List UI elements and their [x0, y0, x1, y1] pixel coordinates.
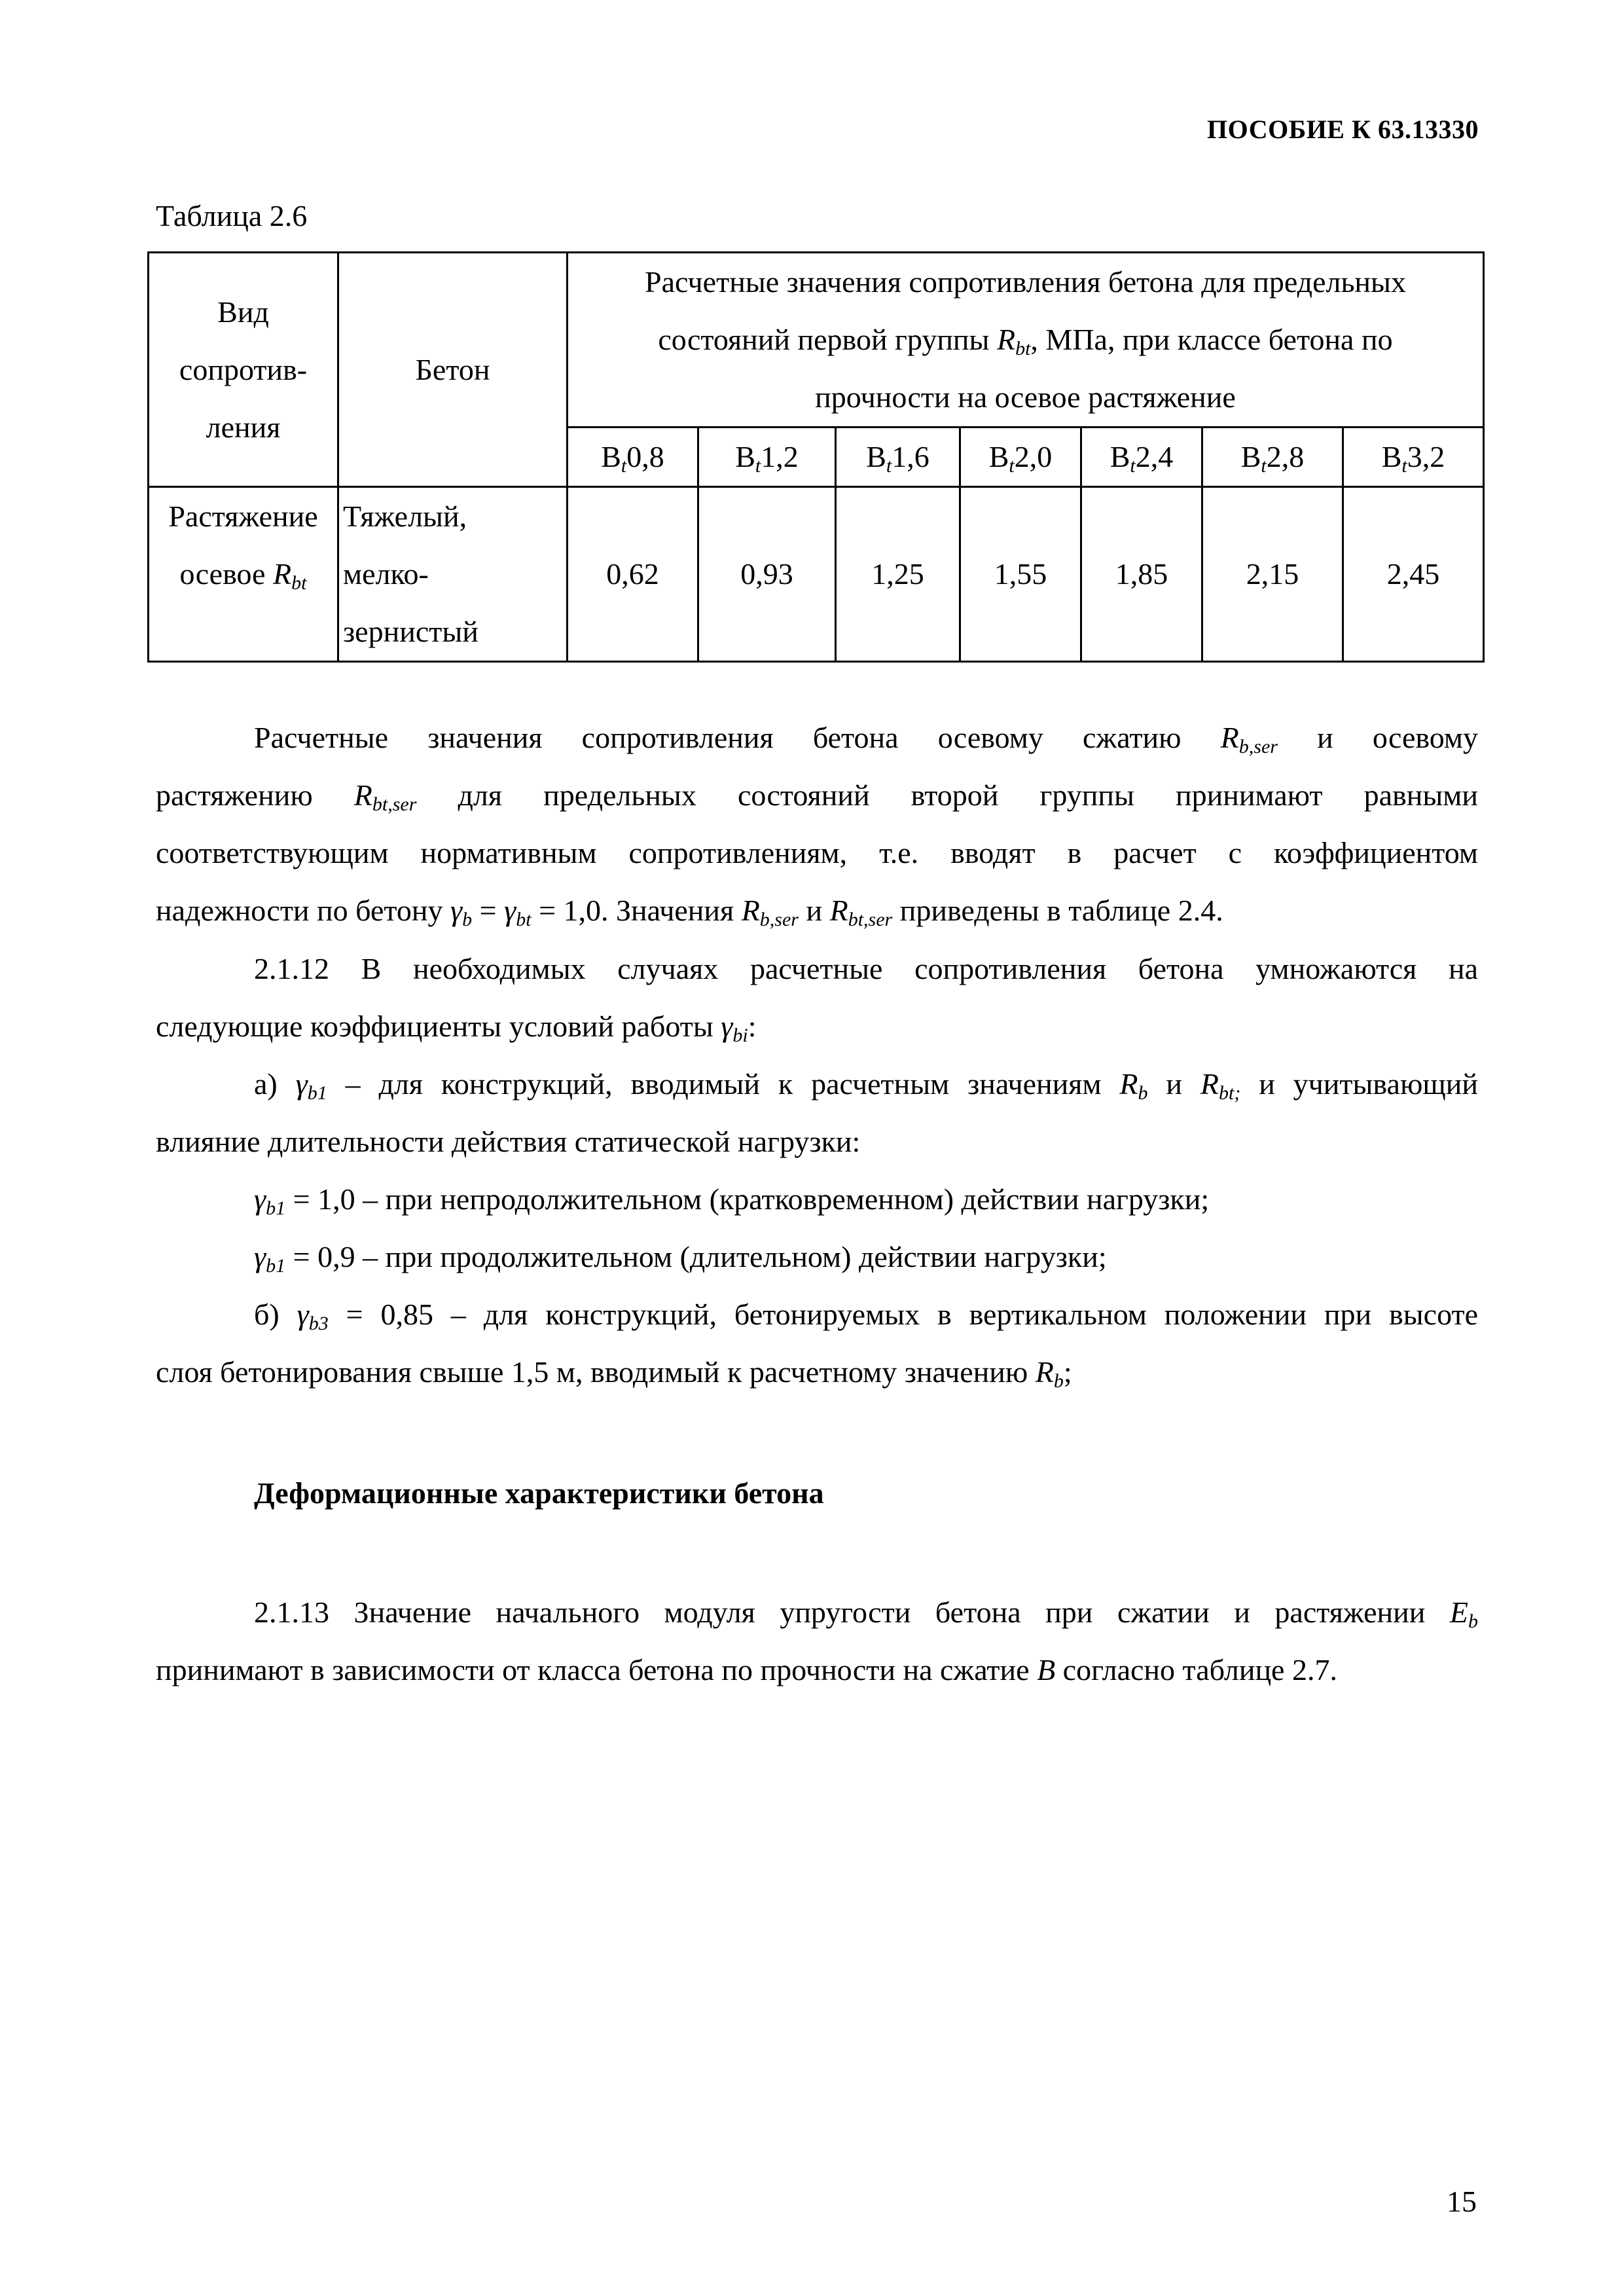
- page-number: 15: [1447, 2185, 1477, 2218]
- value-cell: 0,93: [698, 487, 836, 662]
- row-type-cell: Растяжение осевое $R_{bt}$: [149, 487, 338, 662]
- class-cell: $B_t1,6$: [836, 428, 960, 487]
- class-cell: $B_t2,4$: [1081, 428, 1202, 487]
- value-cell: 1,25: [836, 487, 960, 662]
- value-cell: 1,55: [960, 487, 1081, 662]
- document-header: ПОСОБИЕ К 63.13330: [1207, 115, 1479, 144]
- col-type-header: Вид сопротив- ления: [149, 253, 338, 487]
- paragraph-2-1-13: 2.1.13 Значение начального модуля упругости бетона при сжатии и растяжении $E_b$ принимают в зависимости от класса бетона по прочности на сжатие B согласно таблице 2.7.: [156, 1595, 1478, 1686]
- class-cell: $B_t3,2$: [1343, 428, 1484, 487]
- col-concrete-header: Бетон: [338, 253, 568, 487]
- value-cell: 1,85: [1081, 487, 1202, 662]
- paragraph-2-1-12: 2.1.12 В необходимых случаях расчетные сопротивления бетона умножаются на следующие коэффициенты условий работы $\gamma_{bi}$:: [156, 952, 1478, 1046]
- paragraph-design-values: Расчетные значения сопротивления бетона осевому сжатию $R_{b,ser}$ и осевому растяжению $R_{bt,ser}$ для предельных состояний второй группы принимают равными соответствующим нормативным сопротивлениям, т.е. вводят в расчет с коэффициентом надежности по бетону $\gamma_b = \gamma_{bt} = 1,0$. Значения $R_{b,ser}$ и $R_{bt,ser}$ приведены в таблице 2.4.: [156, 721, 1478, 930]
- value-cell: 0,62: [568, 487, 698, 662]
- class-cell: $B_t2,8$: [1202, 428, 1343, 487]
- table-caption: Таблица 2.6: [156, 199, 308, 232]
- group-header: Расчетные значения сопротивления бетона для предельных состояний первой группы $R_{bt}$, МПа, при классе бетона по прочности на осевое растяжение: [568, 253, 1484, 428]
- class-cell: $B_t2,0$: [960, 428, 1081, 487]
- value-cell: 2,45: [1343, 487, 1484, 662]
- resistance-table: [147, 251, 1485, 663]
- paragraph-item-a: а) $\gamma_{b1}$ – для конструкций, вводимый к расчетным значениям $R_b$ и $R_{bt;}$ и учитывающий влияние длительности действия статической нагрузки: $\gamma_{b1} = 1,0$ – при непродолжительном (кратковременном) действии нагрузки; $\gamma_{b1} = 0,9$ – при продолжительном (длительном) действии нагрузки; б) $\gamma_{b3} = 0,85$ – для конструкций, бетонируемых в вертикальном положении при высоте слоя бетонирования свыше 1,5 м, вводимый к расчетному значению $R_b$;: [156, 1067, 1478, 1392]
- table-row: [149, 487, 1484, 662]
- class-cell: $B_t0,8$: [568, 428, 698, 487]
- row-concrete-cell: Тяжелый, мелко- зернистый: [338, 487, 568, 662]
- class-cell: $B_t1,2$: [698, 428, 836, 487]
- table-header-row: [149, 253, 1484, 428]
- section-heading: Деформационные характеристики бетона: [254, 1476, 824, 1510]
- value-cell: 2,15: [1202, 487, 1343, 662]
